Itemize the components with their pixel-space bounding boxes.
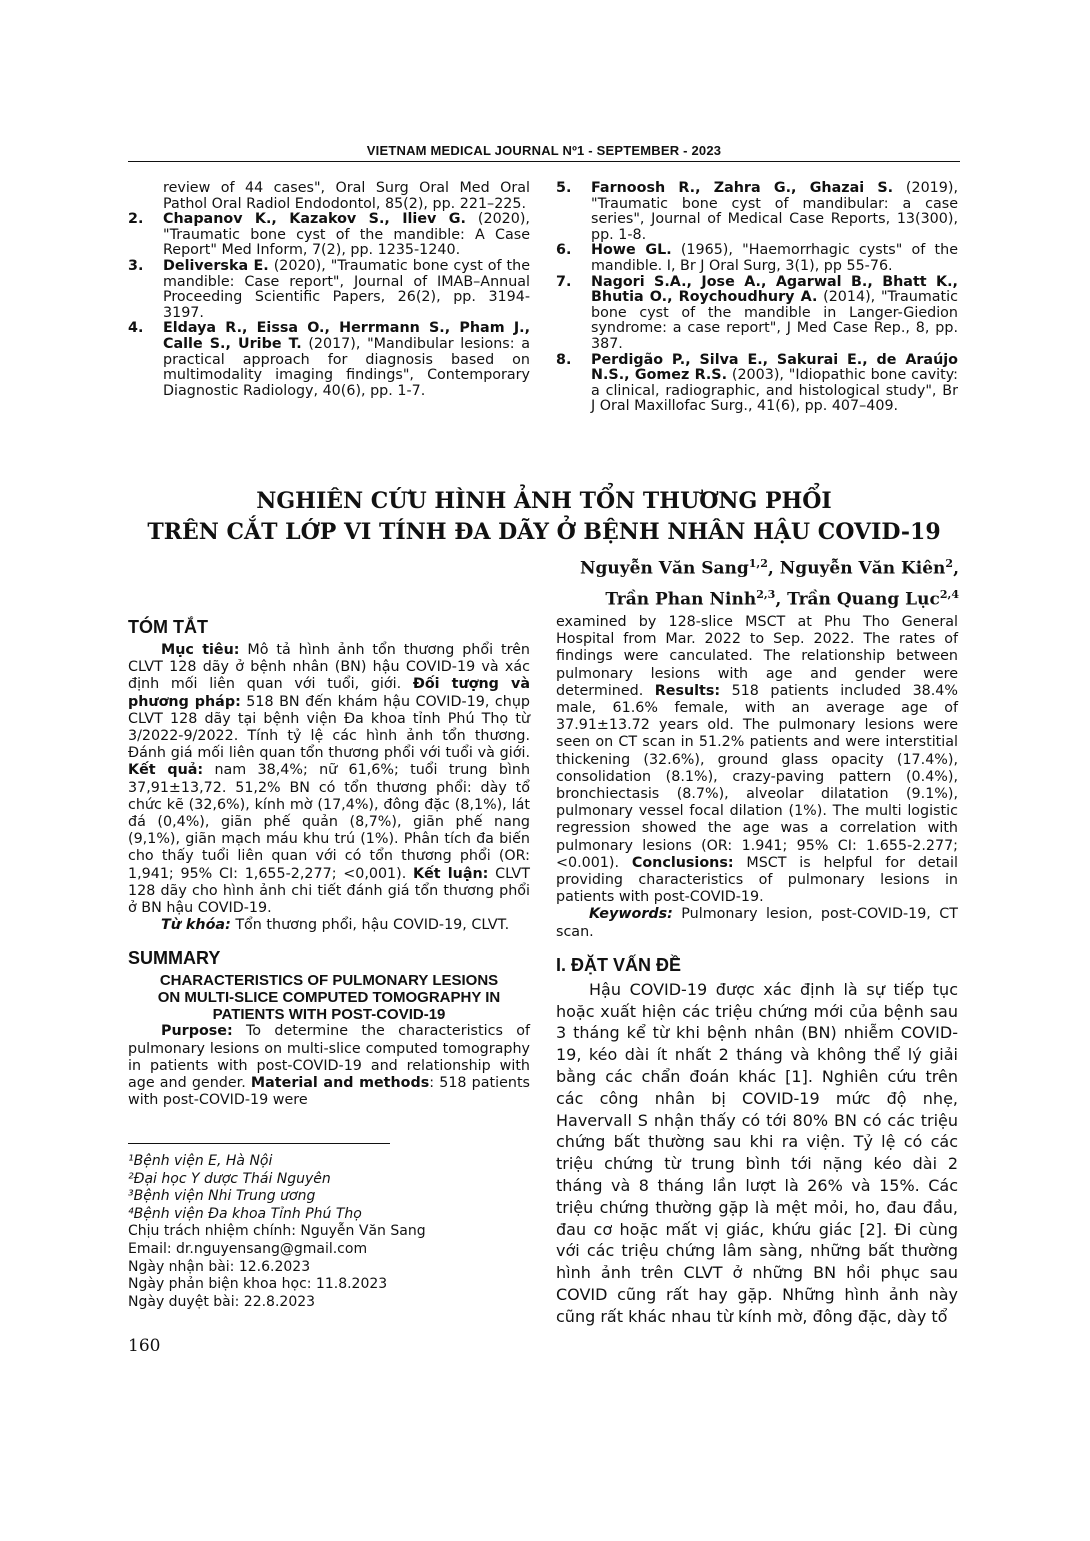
- summary-title: CHARACTERISTICS OF PULMONARY LESIONS ON MULTI-SLICE COMPUTED TOMOGRAPHY IN PATIENTS WITH POST-COVID-19: [157, 972, 501, 1024]
- date-accepted: Ngày duyệt bài: 22.8.2023: [128, 1293, 316, 1310]
- page-number: 160: [128, 1336, 161, 1356]
- author-name: Trần Phan Ninh: [605, 589, 757, 610]
- author-name: Nguyễn Văn Sang: [580, 558, 749, 579]
- intro-heading: I. ĐẶT VẤN ĐỀ: [556, 954, 682, 975]
- summary-heading: SUMMARY: [128, 948, 221, 969]
- references-right: [556, 181, 958, 415]
- footnotes: [128, 1153, 426, 1311]
- date-reviewed: Ngày phản biện khoa học: 11.8.2023: [128, 1276, 388, 1293]
- email: Email: dr.nguyensang@gmail.com: [128, 1240, 368, 1257]
- reference-item: 8. Perdigão P., Silva E., Sakurai E., de Araújo N.S., Gomez R.S. (2003), "Idiopathic bone cavity: a clinical, radiographic, and histological study", Br J Oral Maxillofac Surg., 41(6), pp. 407–409.: [556, 351, 959, 415]
- author-affiliation: 2,4: [939, 587, 959, 601]
- reference-item: 5. Farnoosh R., Zahra G., Ghazai S. (2019), "Traumatic bone cyst of mandibular: a case series", Journal of Medical Case Reports, 13(300), pp. 1-8.: [556, 180, 958, 243]
- tomtat-paragraph: Mục tiêu: Mô tả hình ảnh tổn thương phổi trên CLVT 128 dãy ở bệnh nhân (BN) hậu COVID-19 và xác định mối liên quan với tuổi, giới. Đối tượng và phương pháp: 518 BN đến khám hậu COVID-19, chụp CLVT 128 dãy tại bệnh viện Đa khoa tỉnh Phú Thọ từ 3/2022-9/2022. Tính tỷ lệ các hình ảnh tổn thương. Đánh giá mối liên quan tổn thương phổi với tuổi và giới. Kết quả: nam 38,4%; nữ 61,6%; tuổi trung bình 37,91±13,72. 51,2% BN có tổn thương phổi: dày tổ chức kẽ (32,6%), kính mờ (17,4%), đông đặc (8,1%), lát đá (0,4%), giãn phế quản (8,7%), giãn phế nang (9,1%), giãn mạch máu khu trú (1%). Phân tích đa biến cho thấy tuổi liên quan với có tổn thương phổi (OR: 1,941; 95% CI: 1,655-2,277; <0,001). Kết luận: CLVT 128 dãy cho hình ảnh chi tiết đánh giá tổn thương phổi ở BN hậu COVID-19.: [128, 642, 531, 917]
- author-affiliation: 2: [945, 557, 954, 570]
- summary-continued: examined by 128-slice MSCT at Phu Tho General Hospital from Mar. 2022 to Sep. 2022. The rates of findings were canculated. The relationship between pulmonary lesions with age and gender were determined. Results: 518 patients included 38.4% male, 61.6% female, with an average age of 37.91±13.72 years old. The pulmonary lesions were seen on CT scan in 51.2% patients and were interstitial thickening (32.6%), ground glass opacity (17.4%), consolidation (8.1%), crazy-paving pattern (0.4%), bronchiectasis (8.7%), alveolar dilatation (9.1%), pulmonary vessel focal dilation (1%). The multi logistic regression showed the age was a correlation with pulmonary lesions (OR: 1.941; 95% CI: 1.655-2.277; <0.001). Conclusions: MSCT is helpful for detail providing characteristics of pulmonary lesions in patients with post-COVID-19.: [556, 614, 958, 906]
- summary-paragraph: Purpose: To determine the characteristics of pulmonary lesions on multi-slice computed tomography in patients with post-COVID-19 and relationship with age and gender. Material and methods: 518 patients with post-COVID-19 were: [128, 1023, 530, 1109]
- author-list: Nguyễn Văn Sang$^{1,2}$, Nguyễn Văn Kiên$^2$, Trần Phan Ninh$^{2,3}$, Trần Quang Lục$^{2,4}$: [580, 557, 959, 610]
- reference-item: 2. Chapanov K., Kazakov S., Iliev G. (2020), "Traumatic bone cyst of the mandible: A Case Report" Med Inform, 7(2), pp. 1235-1240.: [128, 211, 530, 259]
- references-left: [128, 181, 530, 399]
- intro-paragraph: Hậu COVID-19 được xác định là sự tiếp tục hoặc xuất hiện các triệu chứng mới của bệnh sau 3 tháng kể từ khi bệnh nhân (BN) nhiễm COVID-19, kéo dài ít nhất 2 tháng và không thể lý giải bằng các chẩn đoán khác [1]. Nghiên cứu trên các công nhân bị COVID-19 mức độ nhẹ, Havervall S nhận thấy có tới 80% BN có các triệu chứng bất thường sau khi ra viện. Tỷ lệ có các triệu chứng từ trung bình tới nặng kéo dài 2 tháng và 8 tháng lần lượt là 26% và 15%. Các triệu chứng thường gặp là mệt mỏi, ho, đau đầu, đau cơ hoặc mất vị giác, khứu giác [2]. Đi cùng với các triệu chứng lâm sàng, những bất thường hình ảnh trên CLVT ở những BN hồi phục sau COVID cũng rất hay gặp. Những hình ảnh này cũng rất khác nhau từ kính mờ, đông đặc, dày tổ: [556, 979, 958, 1326]
- header-rule: [128, 161, 960, 162]
- reference-item: review of 44 cases", Oral Surg Oral Med Oral Pathol Oral Radiol Endodontol, 85(2), pp. 221–225.: [163, 180, 530, 212]
- reference-item: 3. Deliverska E. (2020), "Traumatic bone cyst of the mandible: Case report", Journal of IMAB–Annual Proceeding Scientific Papers, 26(2), pp. 3194-3197.: [128, 257, 531, 321]
- author-affiliation: 2,3: [756, 587, 776, 601]
- footnote-affiliation: ³Bệnh viện Nhi Trung ương: [128, 1188, 316, 1205]
- abstract-left-column: [128, 617, 530, 1109]
- tomtat-heading: TÓM TẮT: [128, 617, 208, 637]
- reference-item: 6. Howe GL. (1965), "Haemorrhagic cysts" of the mandible. I, Br J Oral Surg, 3(1), pp 55-76.: [556, 242, 958, 274]
- title-line-2: TRÊN CẮT LỚP VI TÍNH ĐA DÃY Ở BỆNH NHÂN HẬU COVID-19: [147, 519, 941, 545]
- reference-item: 4. Eldaya R., Eissa O., Herrmann S., Pham J., Calle S., Uribe T. (2017), "Mandibular lesions: a practical approach for diagnosis based on multimodality imaging findings", Contemporary Diagnostic Radiology, 40(6), pp. 1-7.: [128, 320, 530, 399]
- footnote-affiliation: ²Đại học Y dược Thái Nguyên: [128, 1170, 331, 1187]
- footnote-affiliation: ⁴Bệnh viện Đa khoa Tỉnh Phú Thọ: [128, 1205, 362, 1222]
- reference-item: 7. Nagori S.A., Jose A., Agarwal B., Bhatt K., Bhutia O., Roychoudhury A. (2014), "Traumatic bone cyst of the mandible in Langer-Giedion syndrome: a case report", J Med Case Rep., 8, pp. 387.: [556, 273, 958, 352]
- abstract-right-column: [556, 614, 958, 1328]
- author-affiliation: 1,2: [748, 557, 768, 570]
- tomtat-keywords: Từ khóa: Tổn thương phổi, hậu COVID-19, CLVT.: [161, 917, 510, 934]
- date-received: Ngày nhận bài: 12.6.2023: [128, 1258, 311, 1275]
- footnote-affiliation: ¹Bệnh viện E, Hà Nội: [128, 1153, 273, 1169]
- title-line-1: NGHIÊN CỨU HÌNH ẢNH TỔN THƯƠNG PHỔI: [256, 488, 832, 514]
- footnote-rule: [128, 1143, 390, 1144]
- summary-keywords: Keywords: Pulmonary lesion, post-COVID-19, CT scan.: [556, 906, 958, 940]
- article-title: [128, 486, 960, 548]
- journal-header: VIETNAM MEDICAL JOURNAL Nº1 - SEPTEMBER - 2023: [366, 143, 722, 158]
- corresponding-author: Chịu trách nhiệm chính: Nguyễn Văn Sang: [128, 1223, 426, 1240]
- author-name: Nguyễn Văn Kiên: [779, 558, 946, 579]
- author-name: Trần Quang Lục: [787, 589, 940, 610]
